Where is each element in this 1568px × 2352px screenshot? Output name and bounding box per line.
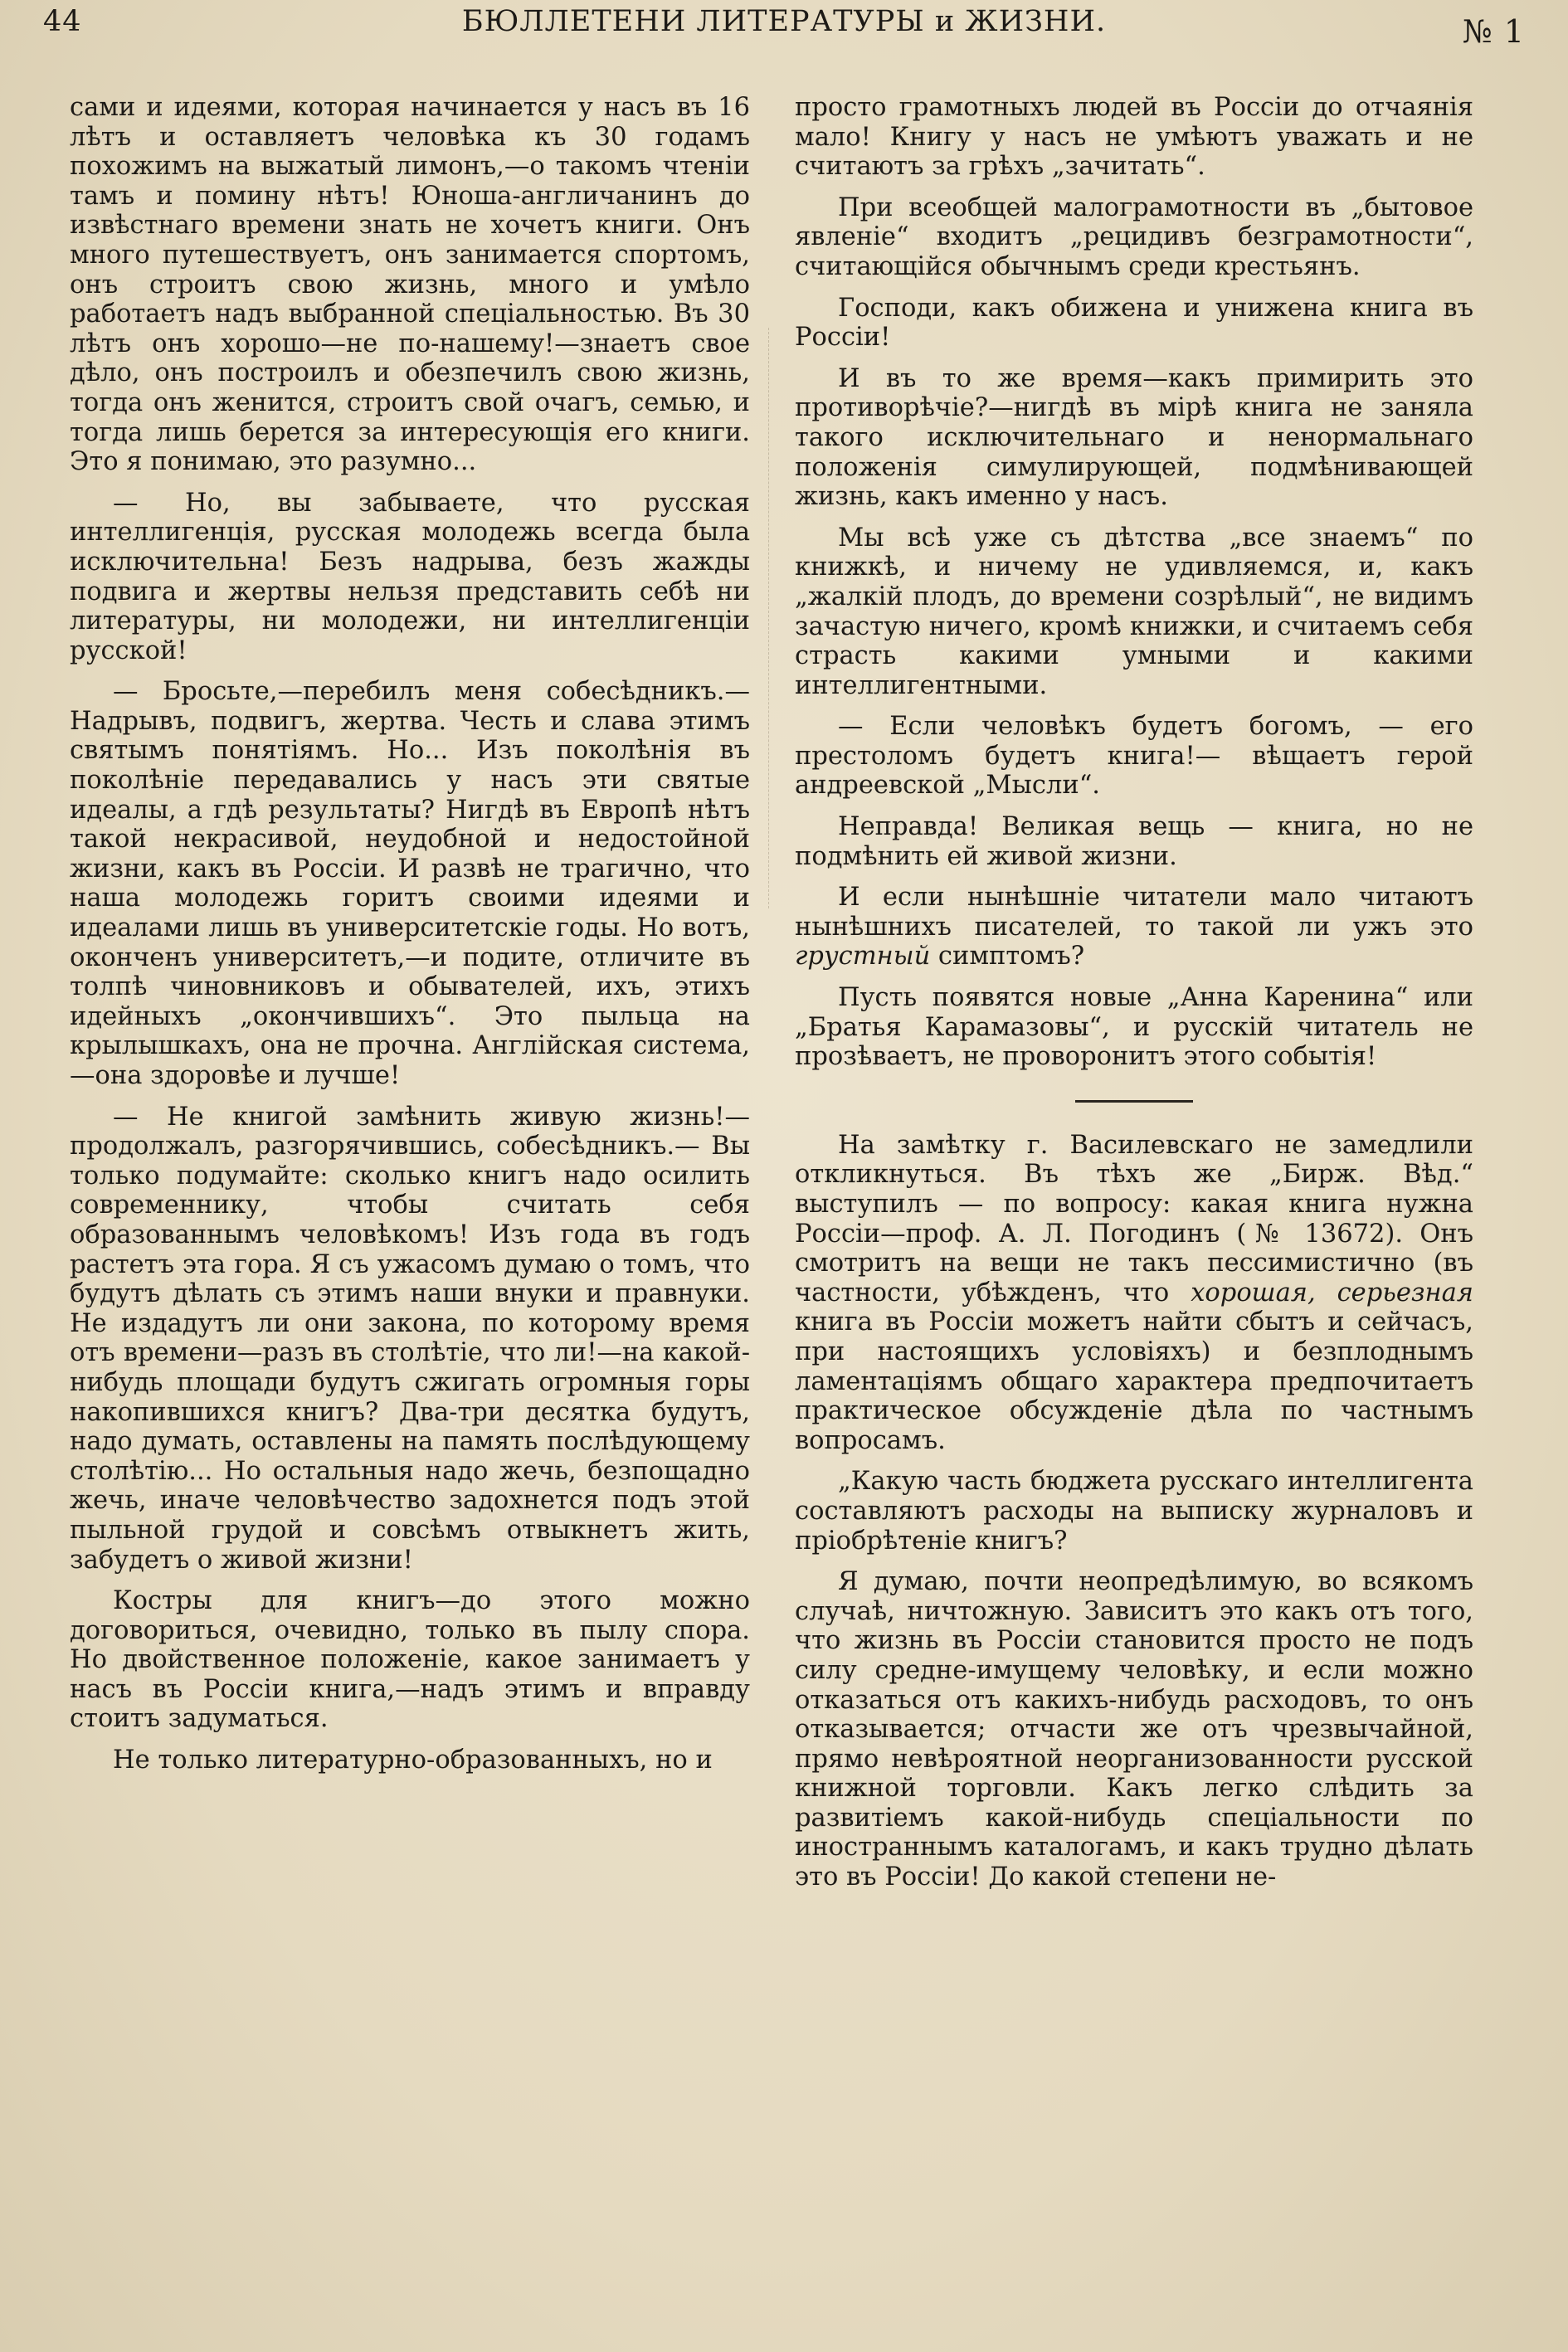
paragraph: При всеобщей малограмотности въ „бытовое явленіе“ входитъ „рецидивъ безграмотности“, считающійся обычнымъ среди крестьянъ. (795, 192, 1473, 281)
section-divider (1075, 1100, 1193, 1103)
paragraph: — Не книгой замѣнить живую жизнь!— продолжалъ, разгорячившись, собесѣдникъ.— Вы только подумайте: сколько книгъ надо осилить современнику, чтобы считать себя образованнымъ человѣкомъ! Изъ года въ годъ растетъ эта гора. Я съ ужасомъ думаю о томъ, что будутъ дѣлать съ этимъ наши внуки и правнуки. Не издадутъ ли они закона, по которому время отъ времени—разъ въ столѣтіе, что ли!—на какой-нибудь площади будутъ сжигать огромныя горы накопившихся книгъ? Два-три десятка будутъ, надо думать, оставлены на память послѣдующему столѣтію... Но остальныя надо жечь, безпощадно жечь, иначе человѣчество задохнется подъ этой пыльной грудой и совсѣмъ отвыкнетъ жить, забудетъ о живой жизни! (70, 1102, 750, 1575)
text-run: На замѣтку г. Василевскаго не замедлили откликнуться. Въ тѣхъ же „Бирж. Вѣд.“ выступилъ — по вопросу: какая книга нужна Россіи—проф. А. Л. Погодинъ (№ 13672). Онъ смотритъ на вещи не такъ пессимистично (въ частности, убѣжденъ, что (795, 1130, 1473, 1307)
paragraph (795, 1131, 1473, 1456)
journal-title: БЮЛЛЕТЕНИ ЛИТЕРАТУРЫ и ЖИЗНИ. (461, 5, 1107, 38)
paragraph: Пусть появятся новые „Анна Каренина“ или „Братья Карамазовы“, и русскій читатель не прозѣваетъ, не проворонитъ этого событія! (795, 983, 1473, 1072)
text-run: книга въ Россіи можетъ найти сбытъ и сейчасъ, при настоящихъ условіяхъ) и безплоднымъ ламентаціямъ общаго характера предпочитаетъ практическое обсужденіе дѣла по частнымъ вопросамъ. (795, 1307, 1473, 1455)
page-number: 44 (43, 5, 82, 38)
paragraph: Господи, какъ обижена и унижена книга въ Россіи! (795, 293, 1473, 353)
paragraph: „Какую часть бюджета русскаго интеллигента составляютъ расходы на выписку журналовъ и пріобрѣтеніе книгъ? (795, 1467, 1473, 1556)
paragraph: сами и идеями, которая начинается у насъ въ 16 лѣтъ и оставляетъ человѣка къ 30 годамъ похожимъ на выжатый лимонъ,—о такомъ чтеніи тамъ и помину нѣтъ! Юноша-англичанинъ до извѣстнаго времени знать не хочетъ книги. Онъ много путешествуетъ, онъ занимается спортомъ, онъ строитъ свою жизнь, много и умѣло работаетъ надъ выбранной спеціальностью. Въ 30 лѣтъ онъ хорошо—не по-нашему!—знаетъ свое дѣло, онъ построилъ и обезпечилъ свою жизнь, тогда онъ женится, строитъ свой очагъ, семью, и тогда лишь берется за интересующія его книги. Это я понимаю, это разумно... (70, 93, 750, 477)
paragraph: Костры для книгъ—до этого можно договориться, очевидно, только въ пылу спора. Но двойственное положеніе, какое занимаетъ у насъ въ Россіи книга,—надъ этимъ и вправду стоитъ задуматься. (70, 1586, 750, 1734)
italic-phrase: хорошая, серьезная (1191, 1278, 1474, 1307)
paragraph: Я думаю, почти неопредѣлимую, во всякомъ случаѣ, ничтожную. Зависитъ это какъ отъ того, что жизнь въ Россіи становится просто не подъ силу средне-имущему человѣку, и если можно отказаться отъ какихъ-нибудь расходовъ, то онъ отказывается; отчасти же отъ чрезвычайной, прямо невѣроятной неорганизованности русской книжной торговли. Какъ легко слѣдить за развитіемъ какой-нибудь спеціальности по иностраннымъ каталогамъ, и какъ трудно дѣлать это въ Россіи! До какой степени не- (795, 1567, 1473, 1892)
text-run: И если нынѣшніе читатели мало читаютъ нынѣшнихъ писателей, то такой ли ужъ это (795, 883, 1473, 942)
italic-word: грустный (795, 942, 931, 971)
right-column (795, 93, 1473, 1892)
paragraph: Мы всѣ уже съ дѣтства „все знаемъ“ по книжкѣ, и ничему не удивляемся, и, какъ „жалкій плодъ, до времени созрѣлый“, не видимъ зачастую ничего, кромѣ книжки, и считаемъ себя страсть какими умными и какими интеллигентными. (795, 523, 1473, 700)
page-crease (768, 328, 777, 908)
paragraph: просто грамотныхъ людей въ Россіи до отчаянія мало! Книгу у насъ не умѣютъ уважать и не считаютъ за грѣхъ „зачитать“. (795, 93, 1473, 182)
left-column (70, 93, 750, 1775)
paragraph: — Но, вы забываете, что русская интеллигенція, русская молодежь всегда была исключительна! Безъ надрыва, безъ жажды подвига и жертвы нельзя представить себѣ ни литературы, ни молодежи, ни интеллигенціи русской! (70, 488, 750, 665)
paragraph (795, 883, 1473, 971)
paragraph: Не только литературно-образованныхъ, но и (113, 1746, 713, 1775)
paragraph: — Если человѣкъ будетъ богомъ, — его престоломъ будетъ книга!— вѣщаетъ герой андреевской „Мысли“. (795, 712, 1473, 801)
running-header (43, 5, 1525, 65)
paragraph: И въ то же время—какъ примирить это противорѣчіе?—нигдѣ въ мірѣ книга не заняла такого исключительнаго и ненормальнаго положенія симулирующей, подмѣнивающей жизнь, какъ именно у насъ. (795, 363, 1473, 512)
text-run: симптомъ? (937, 942, 1085, 971)
paragraph: Неправда! Великая вещь — книга, но не подмѣнить ей живой жизни. (795, 812, 1473, 871)
paragraph: — Бросьте,—перебилъ меня собесѣдникъ.— Надрывъ, подвигъ, жертва. Честь и слава этимъ святымъ понятіямъ. Но... Изъ поколѣнія въ поколѣніе передавались у насъ эти святые идеалы, а гдѣ результаты? Нигдѣ въ Европѣ нѣтъ такой некрасивой, неудобной и недостойной жизни, какъ въ Россіи. И развѣ не трагично, что наша молодежь горитъ своими идеями и идеалами лишь въ университетскіе годы. Но вотъ, оконченъ университетъ,—и подите, отличите въ толпѣ чиновниковъ и обывателей, ихъ, этихъ идейныхъ „окончившихъ“. Это пыльца на крылышкахъ, она не прочна. Англійская система,—она здоровѣе и лучше! (70, 677, 750, 1090)
issue-number: № 1 (1462, 13, 1525, 50)
